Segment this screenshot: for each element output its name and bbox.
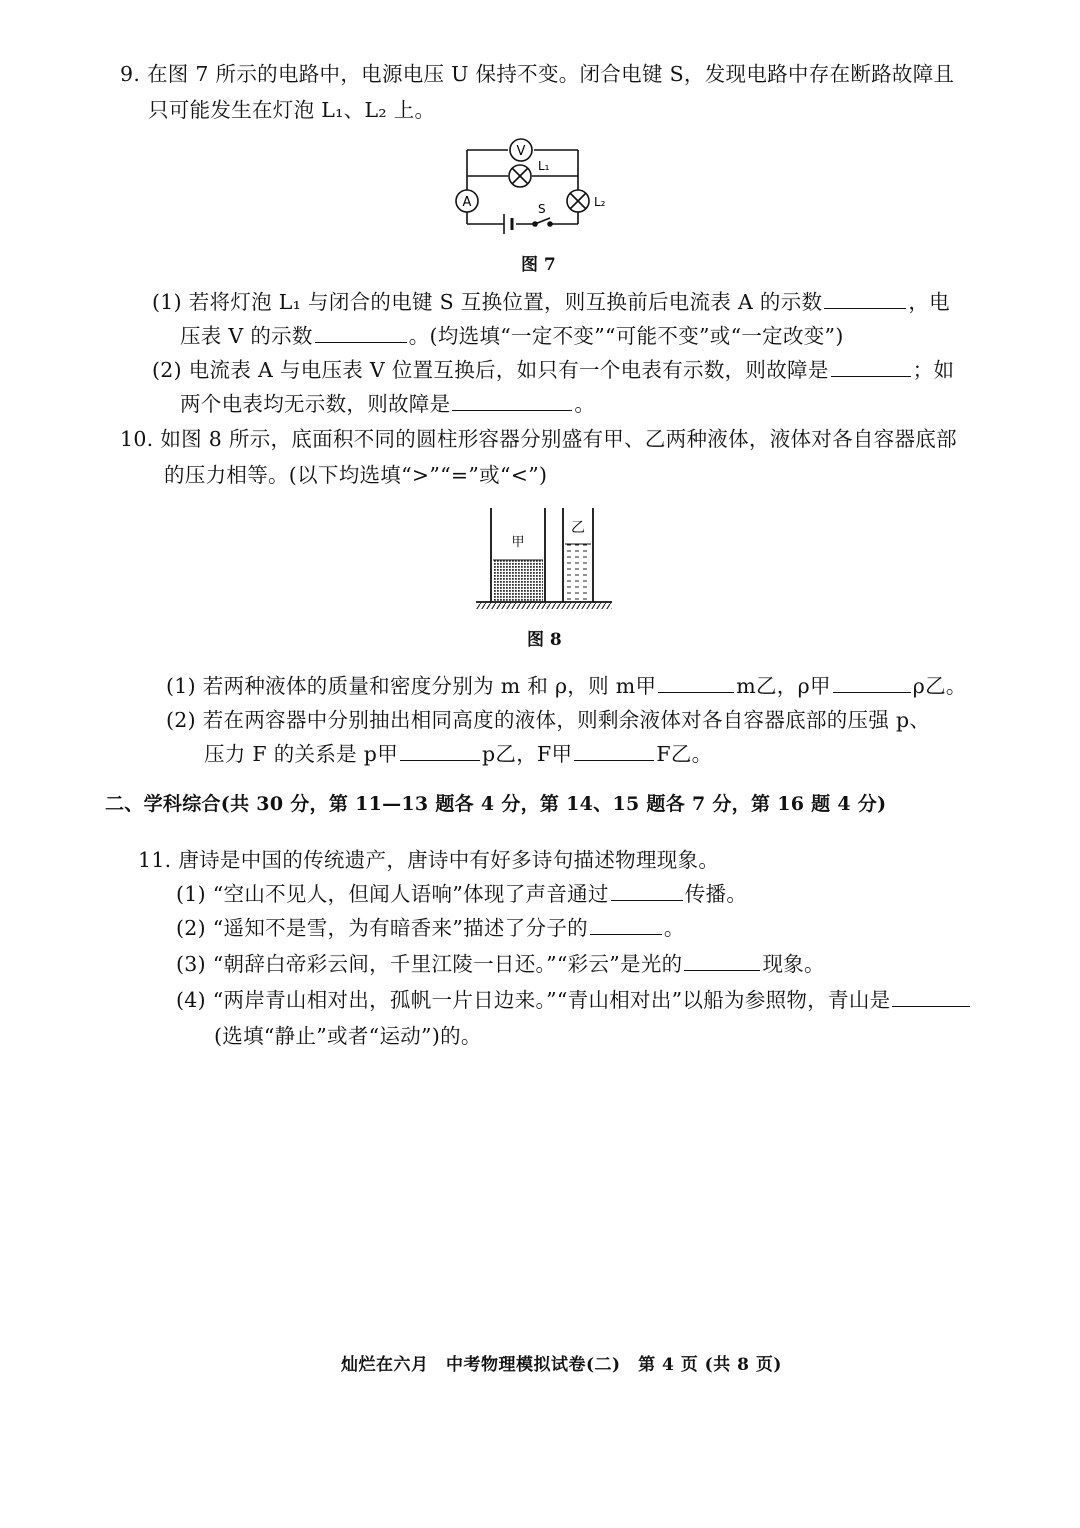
- answer-blank[interactable]: [833, 672, 911, 693]
- q9-sub1-text3: 压表 V 的示数: [180, 324, 313, 348]
- q9-sub1-text1: (1) 若将灯泡 L₁ 与闭合的电键 S 互换位置，则互换前后电流表 A 的示数: [152, 290, 823, 314]
- q10-sub2-text1: 压力 F 的关系是 p甲: [204, 742, 398, 766]
- answer-blank[interactable]: [315, 322, 407, 343]
- q10-stem-line2: 的压力相等。(以下均选填“>”“=”或“<”): [164, 463, 548, 487]
- q9-stem-line2: 只可能发生在灯泡 L₁、L₂ 上。: [148, 98, 436, 122]
- q11-sub2: [176, 914, 685, 942]
- q9-sub1-text4: 。(均选填“一定不变”“可能不变”或“一定改变”): [408, 324, 844, 348]
- q9-sub2-line2: [180, 390, 595, 418]
- page-footer: 灿烂在六月 中考物理模拟试卷(二) 第 4 页 (共 8 页): [341, 1355, 782, 1375]
- answer-blank[interactable]: [831, 356, 911, 377]
- switch-label: S: [538, 202, 546, 216]
- ammeter-label: A: [462, 195, 472, 210]
- answer-blank[interactable]: [574, 740, 654, 761]
- q11-sub3-text2: 现象。: [762, 952, 825, 976]
- q9-sub2-text4: 。: [574, 392, 596, 416]
- answer-blank[interactable]: [658, 672, 734, 693]
- q10-sub1-line: [166, 672, 967, 700]
- answer-blank[interactable]: [824, 288, 906, 309]
- answer-blank[interactable]: [684, 950, 760, 971]
- q9-sub1-line2: [180, 322, 844, 350]
- q10-sub1-text3: ρ乙。: [912, 674, 967, 698]
- q11-sub4-text1: (4) “两岸青山相对出，孤帆一片日边来。”“青山相对出”以船为参照物，青山是: [176, 988, 891, 1012]
- lamp2-label: L₂: [594, 195, 606, 209]
- q9-sub2-text1: (2) 电流表 A 与电压表 V 位置互换后，如只有一个电表有示数，则故障是: [152, 358, 829, 382]
- liquid-a-label: 甲: [511, 535, 525, 550]
- q11-sub3: [176, 950, 825, 978]
- q11-sub1-text1: (1) “空山不见人，但闻人语响”体现了声音通过: [176, 882, 609, 906]
- answer-blank[interactable]: [611, 880, 683, 901]
- q11-sub2-text1: (2) “遥知不是雪，为有暗香来”描述了分子的: [176, 916, 588, 940]
- fig7-caption: 图 7: [521, 255, 556, 275]
- q9-sub2-line1: [152, 356, 954, 384]
- q10-sub2-line1: (2) 若在两容器中分别抽出相同高度的液体，则剩余液体对各自容器底部的压强 p、: [166, 708, 931, 732]
- containers-diagram-fig8: [470, 500, 620, 615]
- q10-sub1-text1: (1) 若两种液体的质量和密度分别为 m 和 ρ，则 m甲: [166, 674, 657, 698]
- q11-sub3-text1: (3) “朝辞白帝彩云间，千里江陵一日还。”“彩云”是光的: [176, 952, 683, 976]
- lamp1-label: L₁: [538, 159, 550, 173]
- q11-stem: 11. 唐诗是中国的传统遗产，唐诗中有好多诗句描述物理现象。: [138, 848, 720, 872]
- q10-sub2-text2: p乙，F甲: [482, 742, 573, 766]
- q11-sub4-line1: [176, 986, 972, 1014]
- voltmeter-label: V: [516, 144, 526, 159]
- answer-blank[interactable]: [590, 914, 662, 935]
- q11-sub1-text2: 传播。: [684, 882, 748, 906]
- liquid-b-label: 乙: [571, 520, 585, 536]
- q10-sub1-text2: m乙，ρ甲: [736, 674, 831, 698]
- q9-stem-line1: 9. 在图 7 所示的电路中，电源电压 U 保持不变。闭合电键 S，发现电路中存在断路故障且: [120, 62, 955, 86]
- q9-sub1-text2: ，电: [908, 290, 950, 314]
- answer-blank[interactable]: [452, 390, 572, 411]
- fig8-caption: 图 8: [527, 630, 562, 650]
- section2-heading: 二、学科综合(共 30 分，第 11—13 题各 4 分，第 14、15 题各 7 分，第 16 题 4 分): [105, 793, 887, 815]
- q9-sub2-text2: ；如: [912, 358, 955, 382]
- q11-sub1: [176, 880, 747, 908]
- q10-sub2-line2: [204, 740, 712, 768]
- answer-blank[interactable]: [892, 986, 970, 1007]
- q11-sub2-text2: 。: [663, 916, 685, 940]
- q9-sub1-line1: [152, 288, 950, 316]
- answer-blank[interactable]: [400, 740, 480, 761]
- q10-stem-line1: 10. 如图 8 所示，底面积不同的圆柱形容器分别盛有甲、乙两种液体，液体对各自容器底部: [120, 427, 957, 451]
- q9-sub2-text3: 两个电表均无示数，则故障是: [180, 392, 451, 416]
- circuit-diagram-fig7: [450, 130, 630, 240]
- q11-sub4-line2: (选填“静止”或者“运动”)的。: [214, 1024, 482, 1048]
- q10-sub2-text3: F乙。: [656, 742, 713, 766]
